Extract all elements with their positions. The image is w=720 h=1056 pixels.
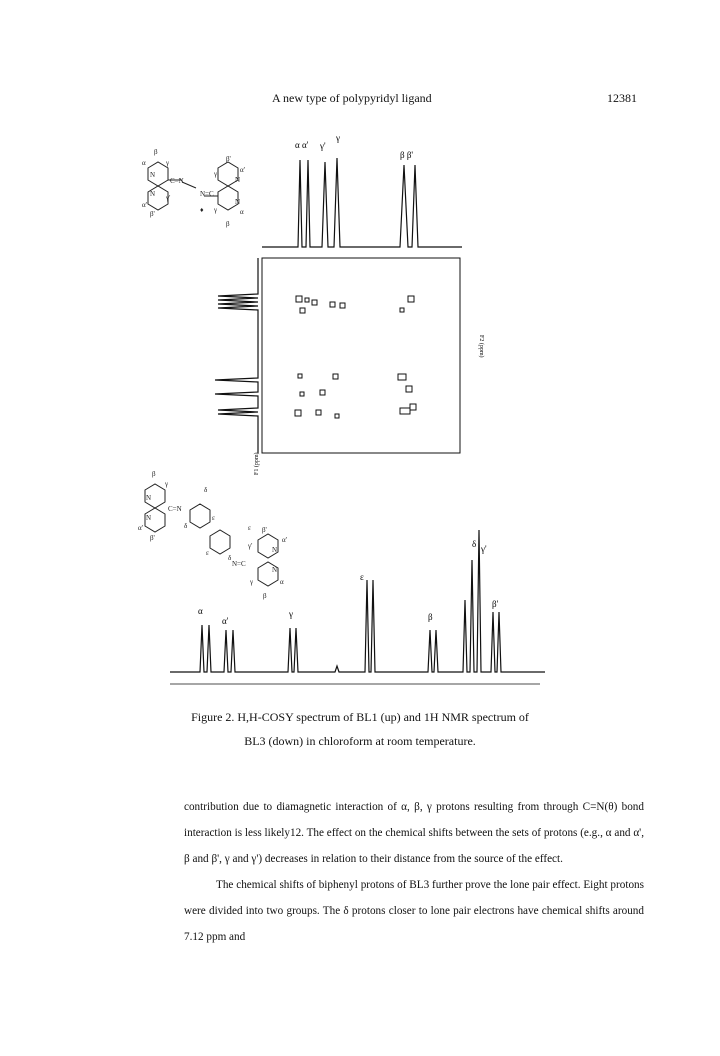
page-number: 12381	[607, 91, 637, 105]
axis-f1-label: F1 (ppm)	[254, 452, 260, 475]
left-projection-spectrum	[215, 258, 258, 453]
svg-text:α': α'	[240, 166, 245, 174]
svg-text:ε: ε	[206, 549, 209, 557]
svg-text:γ: γ	[336, 133, 340, 143]
svg-text:ε: ε	[212, 514, 215, 522]
svg-text:α': α'	[282, 536, 287, 544]
svg-text:γ': γ'	[214, 170, 219, 178]
svg-text:β': β'	[492, 599, 499, 609]
svg-text:N: N	[146, 514, 152, 522]
svg-text:α: α	[198, 606, 203, 616]
paragraph-1: contribution due to diamagnetic interaction of α, β, γ protons resulting from through C=N(θ) bond interaction is less likely12. The effect on the chemical shifts between the sets of protons (e.g., α and α', β and β', γ and γ') decreases in relation to their distance from the source of the effect.	[184, 801, 644, 865]
bl1-structure-labels	[142, 148, 245, 228]
svg-text:α': α'	[138, 524, 143, 532]
svg-text:β: β	[428, 612, 433, 622]
svg-text:γ': γ'	[320, 141, 326, 151]
svg-text:N=C: N=C	[232, 560, 246, 568]
svg-text:β': β'	[150, 534, 155, 542]
svg-text:γ: γ	[165, 480, 169, 488]
top-projection-spectrum	[262, 133, 462, 247]
svg-text:β: β	[263, 592, 267, 600]
svg-text:N=C: N=C	[200, 190, 214, 198]
svg-text:N: N	[272, 566, 278, 574]
running-title: A new type of polypyridyl ligand	[272, 91, 432, 105]
svg-text:β β': β β'	[400, 150, 414, 160]
svg-text:δ: δ	[472, 539, 477, 549]
svg-text:α: α	[240, 208, 244, 216]
svg-text:♦: ♦	[200, 206, 204, 214]
svg-text:γ': γ'	[481, 544, 487, 554]
figure-caption	[0, 705, 720, 753]
bl1-structure-image	[148, 162, 241, 210]
svg-text:N: N	[235, 176, 241, 184]
svg-text:β': β'	[262, 526, 267, 534]
svg-text:N: N	[146, 494, 152, 502]
svg-text:γ': γ'	[248, 542, 253, 550]
svg-text:δ: δ	[184, 522, 188, 530]
svg-text:γ': γ'	[166, 194, 171, 202]
bl3-structure-image	[145, 484, 278, 586]
svg-text:C=N: C=N	[168, 505, 182, 513]
svg-text:ε: ε	[248, 524, 251, 532]
caption-line-1: Figure 2. H,H-COSY spectrum of BL1 (up) and 1H NMR spectrum of	[191, 710, 529, 724]
svg-text:β: β	[154, 148, 158, 156]
body-text	[184, 794, 644, 950]
bottom-1h-spectrum	[170, 530, 545, 684]
svg-text:α: α	[280, 578, 284, 586]
svg-text:β': β'	[150, 210, 155, 218]
svg-text:β: β	[152, 470, 156, 478]
svg-text:N: N	[272, 546, 278, 554]
svg-text:N: N	[150, 171, 156, 179]
svg-text:δ: δ	[228, 554, 232, 562]
svg-text:N: N	[235, 198, 241, 206]
paragraph-2: The chemical shifts of biphenyl protons of BL3 further prove the lone pair effect. Eight protons were divided into two groups. The δ protons closer to lone pair electrons have chemical shifts around 7.12 ppm and	[184, 879, 644, 943]
svg-text:δ: δ	[204, 486, 208, 494]
svg-text:β': β'	[226, 155, 231, 163]
svg-text:γ: γ	[250, 578, 254, 586]
svg-text:γ: γ	[214, 206, 218, 214]
svg-text:α α': α α'	[295, 140, 309, 150]
cosy-contour-plot	[262, 258, 460, 453]
svg-text:N: N	[150, 190, 156, 198]
svg-text:α': α'	[222, 616, 229, 626]
cosy-contours	[295, 296, 416, 418]
svg-text:C=N: C=N	[170, 177, 184, 185]
svg-text:α: α	[142, 159, 146, 167]
svg-text:γ: γ	[289, 609, 293, 619]
caption-line-2: BL3 (down) in chloroform at room temperature.	[244, 734, 476, 748]
svg-text:ε: ε	[360, 572, 364, 582]
svg-text:γ: γ	[166, 159, 170, 167]
svg-text:α': α'	[142, 201, 147, 209]
axis-f2-label: F2 (ppm)	[478, 335, 484, 358]
svg-text:β: β	[226, 220, 230, 228]
